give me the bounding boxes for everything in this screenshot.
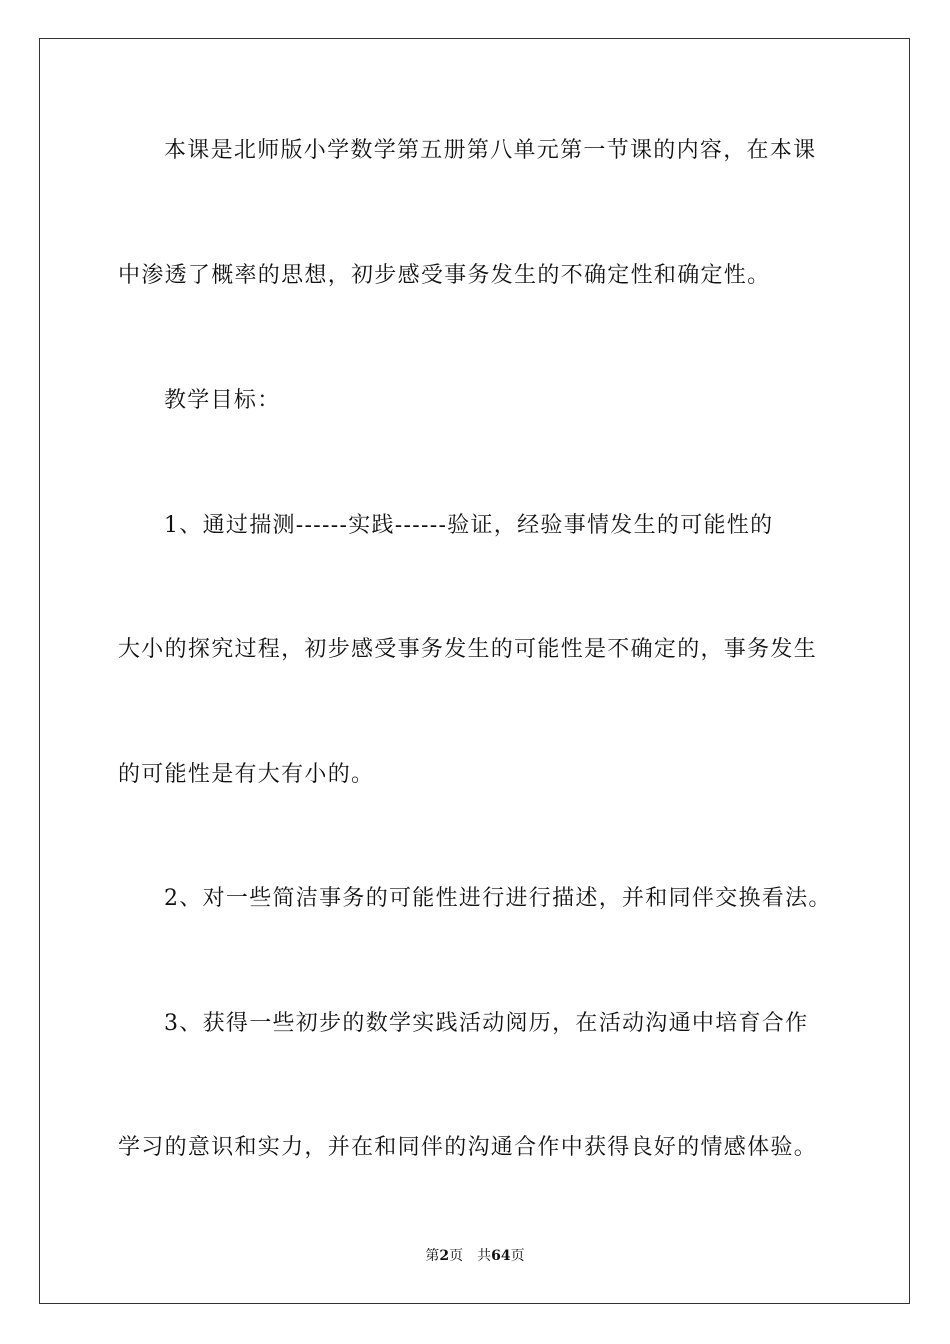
page-frame xyxy=(39,38,910,1304)
objective-3-line-2: 学习的意识和实力，并在和同伴的沟通合作中获得良好的情感体验。 xyxy=(118,1135,818,1160)
objective-2-line-1: 2、对一些简洁事务的可能性进行进行描述，并和同伴交换看法。 xyxy=(164,886,832,911)
footer-total-pages: 64 xyxy=(491,1248,511,1264)
page-footer xyxy=(0,1246,950,1266)
paragraph-line-1: 本课是北师版小学数学第五册第八单元第一节课的内容，在本课 xyxy=(164,138,817,163)
objective-1-line-1: 1、通过揣测------实践------验证，经验事情发生的可能性的 xyxy=(164,513,774,538)
footer-page-prefix: 第 xyxy=(425,1248,440,1264)
objective-1-line-3: 的可能性是有大有小的。 xyxy=(118,762,375,787)
footer-total-prefix: 共 xyxy=(477,1248,492,1264)
footer-page-number: 2 xyxy=(439,1248,450,1264)
footer-page-suffix: 页 xyxy=(449,1248,464,1264)
footer-total-suffix: 页 xyxy=(510,1248,525,1264)
objective-3-line-1: 3、获得一些初步的数学实践活动阅历，在活动沟通中培育合作 xyxy=(164,1011,809,1036)
paragraph-line-2: 中渗透了概率的思想，初步感受事务发生的不确定性和确定性。 xyxy=(118,263,771,288)
section-heading-objectives: 教学目标： xyxy=(164,388,281,413)
objective-1-line-2: 大小的探究过程，初步感受事务发生的可能性是不确定的，事务发生 xyxy=(118,637,818,662)
